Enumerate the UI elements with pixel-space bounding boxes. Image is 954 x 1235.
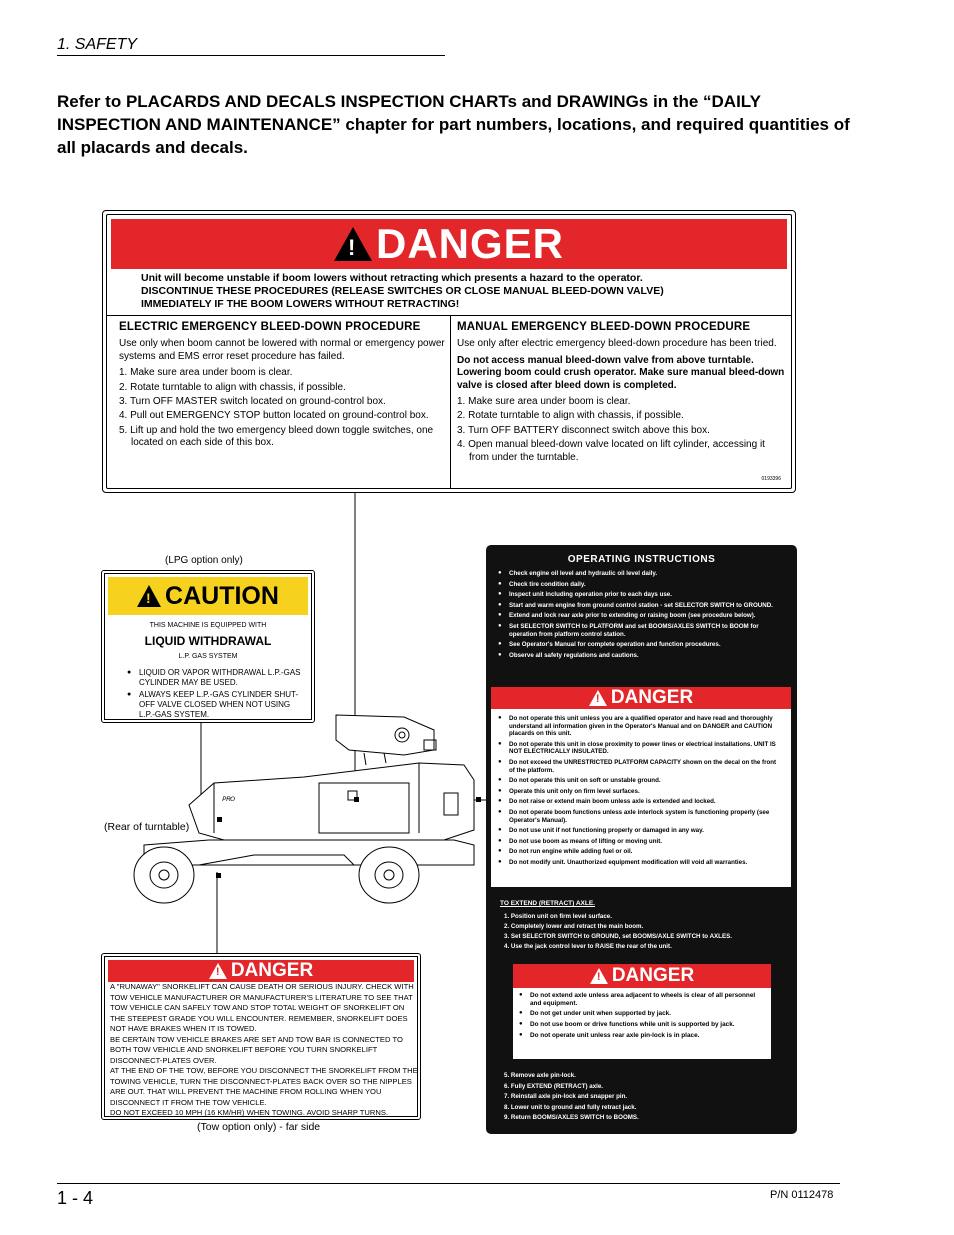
operating-list: [496, 570, 788, 662]
machine-logo: ᴾᴿᴼ: [222, 795, 235, 805]
manual-step: 4. Open manual bleed-down valve located on lift cylinder, accessing it from under the turntable.: [457, 439, 765, 463]
electric-procedure-intro: Use only when boom cannot be lowered with normal or emergency power systems and EMS error reset procedure has failed.: [119, 338, 445, 362]
electric-procedure-title: ELECTRIC EMERGENCY BLEED-DOWN PROCEDURE: [119, 321, 421, 333]
tow-paragraph: AT THE END OF THE TOW, BEFORE YOU DISCONNECT THE SNORKELIFT FROM THE TOWING VEHICLE, TURN THE DISCONNECT-PLATES BACK OVER SO THE NIPPLES ARE OUT. THAT WILL PREVENT THE MACHINE FROM ROLLING WHEN YOU DISCONNECT IT FROM THE TOW VEHICLE.: [110, 1066, 418, 1107]
operating-item: ● Extend and lock rear axle prior to extending or raising boom (see procedure below).: [496, 612, 788, 620]
danger-panel: [491, 709, 791, 887]
electric-step: 1. Make sure area under boom is clear.: [119, 367, 293, 379]
manual-step: 2. Rotate turntable to align with chassis, if possible.: [457, 410, 684, 422]
caution-header: [108, 577, 308, 615]
manual-procedure-intro: Use only after electric emergency bleed-down procedure has been tried.: [457, 338, 777, 350]
warning-triangle-icon: [137, 585, 161, 607]
axle-danger-panel: [513, 988, 771, 1059]
extend-axle-title: TO EXTEND (RETRACT) AXLE.: [500, 900, 595, 907]
manual-procedure-warning: Do not access manual bleed-down valve from above turntable. Lowering boom could crush operator. Make sure manual bleed-down valve is closed after bleed down is completed.: [457, 354, 785, 391]
caution-caption: (LPG option only): [165, 555, 243, 566]
manual-step: 1. Make sure area under boom is clear.: [457, 396, 631, 408]
danger-header: [108, 960, 414, 982]
extend-step: 2. Completely lower and retract the main boom.: [504, 923, 644, 930]
warning-line-1: Unit will become unstable if boom lowers without retracting which presents a hazard to the operator.: [141, 272, 643, 284]
danger-signal-word: DANGER: [611, 965, 695, 986]
footer-rule: [57, 1183, 840, 1184]
tow-caption: (Tow option only) - far side: [197, 1121, 321, 1133]
final-step: 7. Reinstall axle pin-lock and snapper pin.: [504, 1093, 628, 1100]
tow-paragraph: DO NOT EXCEED 10 MPH (16 KM/HR) WHEN TOWING. AVOID SHARP TURNS.: [110, 1108, 389, 1117]
danger-item: ● Do not run engine while adding fuel or oil.: [496, 848, 781, 856]
danger-item: ● Do not use boom as means of lifting or moving unit.: [496, 838, 781, 846]
extend-step: 1. Position unit on firm level surface.: [504, 913, 612, 920]
caution-title: LIQUID WITHDRAWAL: [144, 634, 272, 648]
danger-item: ● Do not modify unit. Unauthorized equipment modification will void all warranties.: [496, 859, 781, 867]
operating-item: ● See Operator's Manual for complete operation and function procedures.: [496, 641, 788, 649]
electric-step: 4. Pull out EMERGENCY STOP button located on ground-control box.: [119, 410, 429, 422]
danger-header: [513, 964, 771, 988]
extend-step: 3. Set SELECTOR SWITCH to GROUND, set BOOMS/AXLE SWITCH to AXLES.: [504, 933, 732, 940]
rear-turntable-caption: (Rear of turntable): [104, 821, 190, 833]
danger-signal-word: DANGER: [230, 960, 314, 981]
intro-paragraph: Refer to PLACARDS AND DECALS INSPECTION CHARTs and DRAWINGs in the “DAILY INSPECTION AND MAINTENANCE” chapter for part numbers, locations, and required quantities of all placards and decals.: [57, 92, 850, 157]
tow-danger-text: [110, 982, 418, 1119]
caution-signal-word: CAUTION: [165, 581, 279, 610]
axle-danger-item: ● Do not get under unit when supported by jack.: [517, 1010, 757, 1018]
caution-item: ● ALWAYS KEEP L.P.-GAS CYLINDER SHUT-OFF VALVE CLOSED WHEN NOT USING L.P.-GAS SYSTEM.: [127, 690, 307, 720]
final-step: 9. Return BOOMS/AXLES SWITCH to BOOMS.: [504, 1114, 639, 1121]
operating-item: ● Start and warm engine from ground control station - set SELECTOR SWITCH to GROUND.: [496, 602, 788, 610]
part-number: P/N 0112478: [770, 1189, 834, 1201]
danger-signal-word: DANGER: [610, 687, 694, 708]
caution-item: ● LIQUID OR VAPOR WITHDRAWAL L.P.-GAS CYLINDER MAY BE USED.: [127, 668, 307, 688]
danger-header: [491, 687, 791, 709]
danger-list: [496, 715, 781, 870]
page-number: 1 - 4: [57, 1188, 94, 1208]
machine-illustration: [104, 705, 484, 905]
final-axle-steps: [504, 1071, 789, 1124]
section-header: 1. SAFETY: [57, 36, 445, 56]
extend-axle-steps: [504, 912, 789, 952]
danger-item: ● Do not raise or extend main boom unless axle is extended and locked.: [496, 798, 781, 806]
warning-line-2: DISCONTINUE THESE PROCEDURES (RELEASE SWITCHES OR CLOSE MANUAL BLEED-DOWN VALVE): [141, 285, 664, 297]
operating-instructions-placard: [486, 545, 797, 1134]
tow-paragraph: BE CERTAIN TOW VEHICLE BRAKES ARE SET AND TOW BAR IS CONNECTED TO BOTH TOW VEHICLE AND SNORKELIFT BEFORE YOU TURN SNORKELIFT DISCONNECT-PLATES OVER.: [110, 1034, 403, 1065]
tow-paragraph: A "RUNAWAY" SNORKELIFT CAN CAUSE DEATH OR SERIOUS INJURY. CHECK WITH TOW VEHICLE MANUFACTURER OR MANUFACTURER'S LITERATURE TO SEE THAT TOW VEHICLE CAN SAFELY TOW AND STOP TOTAL WEIGHT OF SNORKELIFT ON THE STEEPEST GRADE YOU WILL ENCOUNTER. REMEMBER, SNORKELIFT DOES NOT HAVE BRAKES WHEN IT IS TOWED.: [110, 982, 414, 1033]
danger-item: ● Operate this unit only on firm level surfaces.: [496, 788, 781, 796]
manual-step: 3. Turn OFF BATTERY disconnect switch above this box.: [457, 424, 710, 436]
operating-item: ● Set SELECTOR SWITCH to PLATFORM and set BOOMS/AXLES SWITCH to BOOM for operation from platform control station.: [496, 623, 788, 638]
caution-subtitle: THIS MACHINE IS EQUIPPED WITH: [149, 622, 267, 629]
danger-item: ● Do not operate this unit unless you are a qualified operator and have read and thoroughly understand all information given in the Operator's Manual and on DANGER and CAUTION placards on this unit.: [496, 715, 781, 738]
caution-placard: [101, 570, 315, 723]
operating-title: OPERATING INSTRUCTIONS: [567, 554, 716, 565]
final-step: 6. Fully EXTEND (RETRACT) axle.: [504, 1082, 604, 1090]
manual-procedure-title: MANUAL EMERGENCY BLEED-DOWN PROCEDURE: [457, 321, 751, 333]
danger-item: ● Do not exceed the UNRESTRICTED PLATFORM CAPACITY shown on the decal on the front of the platform.: [496, 759, 781, 774]
danger-signal-word: DANGER: [375, 220, 564, 267]
danger-item: ● Do not operate this unit on soft or unstable ground.: [496, 777, 781, 785]
danger-item: ● Do not operate this unit in close proximity to power lines or electrical installations. UNIT IS NOT ELECTRICALLY INSULATED.: [496, 741, 781, 756]
axle-danger-item: ● Do not use boom or drive functions while unit is supported by jack.: [517, 1021, 757, 1029]
caution-subtitle: L.P. GAS SYSTEM: [178, 653, 238, 660]
electric-step: 3. Turn OFF MASTER switch located on ground-control box.: [119, 396, 386, 408]
danger-item: ● Do not use unit if not functioning properly or damaged in any way.: [496, 827, 781, 835]
tow-danger-placard: [101, 953, 421, 1120]
final-step: 8. Lower unit to ground and fully retract jack.: [504, 1103, 637, 1111]
electric-step: 2. Rotate turntable to align with chassis, if possible.: [119, 381, 346, 393]
warning-triangle-icon: [589, 690, 607, 706]
extend-step: 4. Use the jack control lever to RAISE the rear of the unit.: [504, 943, 672, 950]
placard-code: 0193396: [761, 476, 781, 482]
danger-item: ● Do not operate boom functions unless axle interlock system is functioning properly (see Operator's Manual).: [496, 809, 781, 824]
operating-item: ● Check tire condition daily.: [496, 581, 788, 589]
operating-item: ● Check engine oil level and hydraulic oil level daily.: [496, 570, 788, 578]
axle-danger-item: ● Do not extend axle unless area adjacent to wheels is clear of all personnel and equipment.: [517, 992, 757, 1007]
warning-triangle-icon: [590, 968, 608, 984]
warning-triangle-icon: [209, 963, 227, 979]
warning-line-3: IMMEDIATELY IF THE BOOM LOWERS WITHOUT RETRACTING!: [141, 298, 460, 310]
axle-danger-list: [517, 992, 757, 1043]
operating-item: ● Inspect unit including operation prior to each days use.: [496, 591, 788, 599]
axle-danger-item: ● Do not operate unit unless rear axle pin-lock is in place.: [517, 1032, 757, 1040]
electric-step: 5. Lift up and hold the two emergency bleed down toggle switches, one located on each side of this box.: [119, 424, 434, 449]
operating-item: ● Observe all safety regulations and cautions.: [496, 652, 788, 660]
final-step: 5. Remove axle pin-lock.: [504, 1072, 576, 1079]
